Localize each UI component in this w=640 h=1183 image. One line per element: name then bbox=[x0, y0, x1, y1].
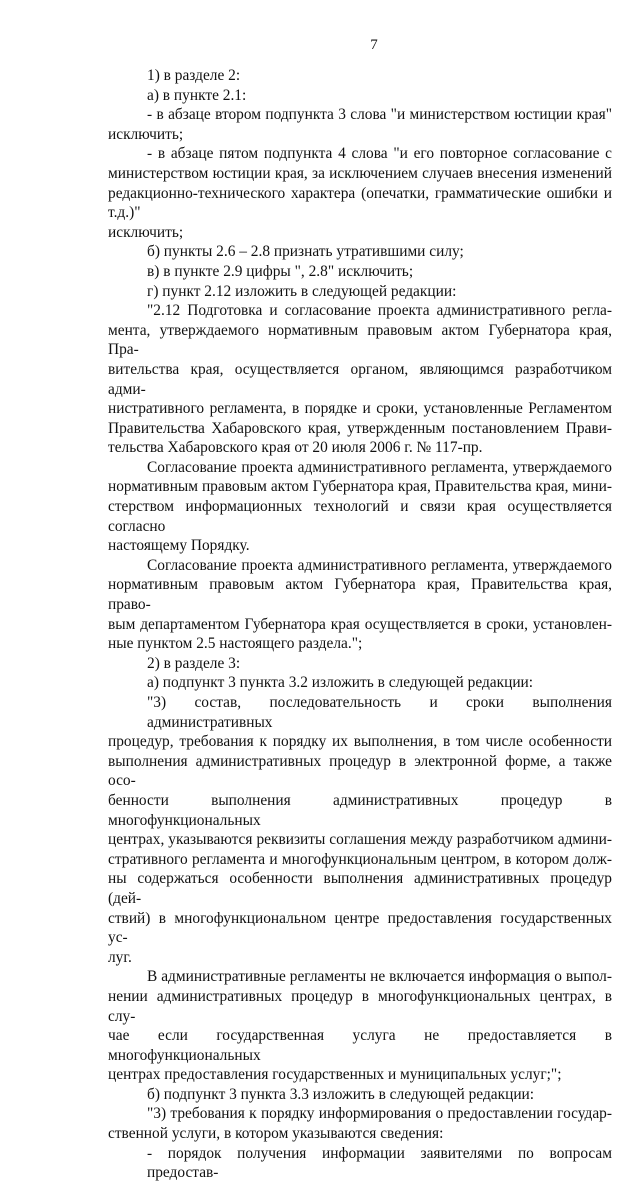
text-line: чае если государственная услуга не предоставляется в многофункциональных bbox=[108, 1027, 612, 1064]
text-line: нистративного регламента, в порядке и сроки, установленные Регламентом bbox=[108, 400, 612, 418]
text-line: "3) состав, последовательность и сроки выполнения административных bbox=[147, 694, 612, 731]
text-line: б) подпункт 3 пункта 3.3 изложить в следующей редакции: bbox=[147, 1085, 535, 1103]
text-line: министерством юстиции края, за исключением случаев внесения изменений bbox=[108, 164, 612, 182]
text-line: ственной услуги, в котором указываются сведения: bbox=[108, 1125, 444, 1143]
text-line: ны содержаться особенности выполнения административных процедур (дей- bbox=[108, 870, 612, 907]
text-line: 2) в разделе 3: bbox=[147, 654, 241, 672]
text-line: центрах предоставления государственных и муниципальных услуг;"; bbox=[108, 1066, 562, 1084]
text-line: редакционно-технического характера (опечатки, грамматические ошибки и т.д.)" bbox=[108, 184, 612, 222]
text-line: центрах, указываются реквизиты соглашения между разработчиком админи- bbox=[108, 831, 612, 849]
text-line: - в абзаце пятом подпункта 4 слова "и его повторное согласование с bbox=[147, 145, 612, 163]
text-line: исключить; bbox=[108, 223, 184, 241]
text-line: выполнения административных процедур в электронной форме, а также осо- bbox=[108, 752, 612, 790]
text-line: а) в пункте 2.1: bbox=[147, 86, 247, 104]
text-line: а) подпункт 3 пункта 3.2 изложить в следующей редакции: bbox=[147, 674, 534, 692]
text-line: "2.12 Подготовка и согласование проекта административного регла- bbox=[147, 302, 612, 320]
text-line: настоящему Порядку. bbox=[108, 537, 250, 555]
text-line: "3) требования к порядку информирования о предоставлении государ- bbox=[147, 1105, 612, 1123]
text-line: стративного регламента и многофункциональным центром, в котором долж- bbox=[108, 850, 612, 868]
text-line: ствий) в многофункциональном центре предоставления государственных ус- bbox=[108, 909, 612, 947]
text-line: процедур, требования к порядку их выполнения, в том числе особенности bbox=[108, 733, 612, 751]
text-line: ные пунктом 2.5 настоящего раздела."; bbox=[108, 635, 363, 653]
text-line: нормативным правовым актом Губернатора края, Правительства края, право- bbox=[108, 576, 612, 614]
text-line: Правительства Хабаровского края, утвержденным постановлением Прави- bbox=[108, 419, 612, 437]
text-line: Согласование проекта административного регламента, утверждаемого bbox=[147, 556, 612, 574]
text-line: в) в пункте 2.9 цифры ", 2.8" исключить; bbox=[147, 262, 414, 280]
text-line: нении административных процедур в многофункциональных центрах, в слу- bbox=[108, 987, 612, 1025]
text-line: исключить; bbox=[108, 125, 184, 143]
text-line: - порядок получения информации заявителями по вопросам предостав- bbox=[147, 1144, 612, 1182]
text-line: луг. bbox=[108, 948, 132, 966]
text-line: вительства края, осуществляется органом, являющимся разработчиком адми- bbox=[108, 360, 612, 398]
text-line: бенности выполнения административных процедур в многофункциональных bbox=[108, 791, 612, 829]
text-line: тельства Хабаровского края от 20 июля 2006 г. № 117-пр. bbox=[108, 439, 483, 457]
document-body bbox=[108, 66, 612, 1183]
page-number: 7 bbox=[370, 37, 378, 53]
text-line: Согласование проекта административного регламента, утверждаемого bbox=[147, 458, 612, 476]
text-line: вым департаментом Губернатора края осуществляется в сроки, установлен- bbox=[108, 615, 612, 633]
text-line: нормативным правовым актом Губернатора края, Правительства края, мини- bbox=[108, 478, 612, 496]
text-line: мента, утверждаемого нормативным правовым актом Губернатора края, Пра- bbox=[108, 321, 612, 359]
text-line: - в абзаце втором подпункта 3 слова "и министерством юстиции края" bbox=[147, 106, 612, 124]
text-line: В административные регламенты не включается информация о выпол- bbox=[147, 968, 612, 986]
text-line: г) пункт 2.12 изложить в следующей редакции: bbox=[147, 282, 457, 300]
text-line: б) пункты 2.6 – 2.8 признать утратившими силу; bbox=[147, 243, 464, 261]
text-line: стерством информационных технологий и связи края осуществляется согласно bbox=[108, 498, 612, 535]
text-line: 1) в разделе 2: bbox=[147, 67, 241, 84]
